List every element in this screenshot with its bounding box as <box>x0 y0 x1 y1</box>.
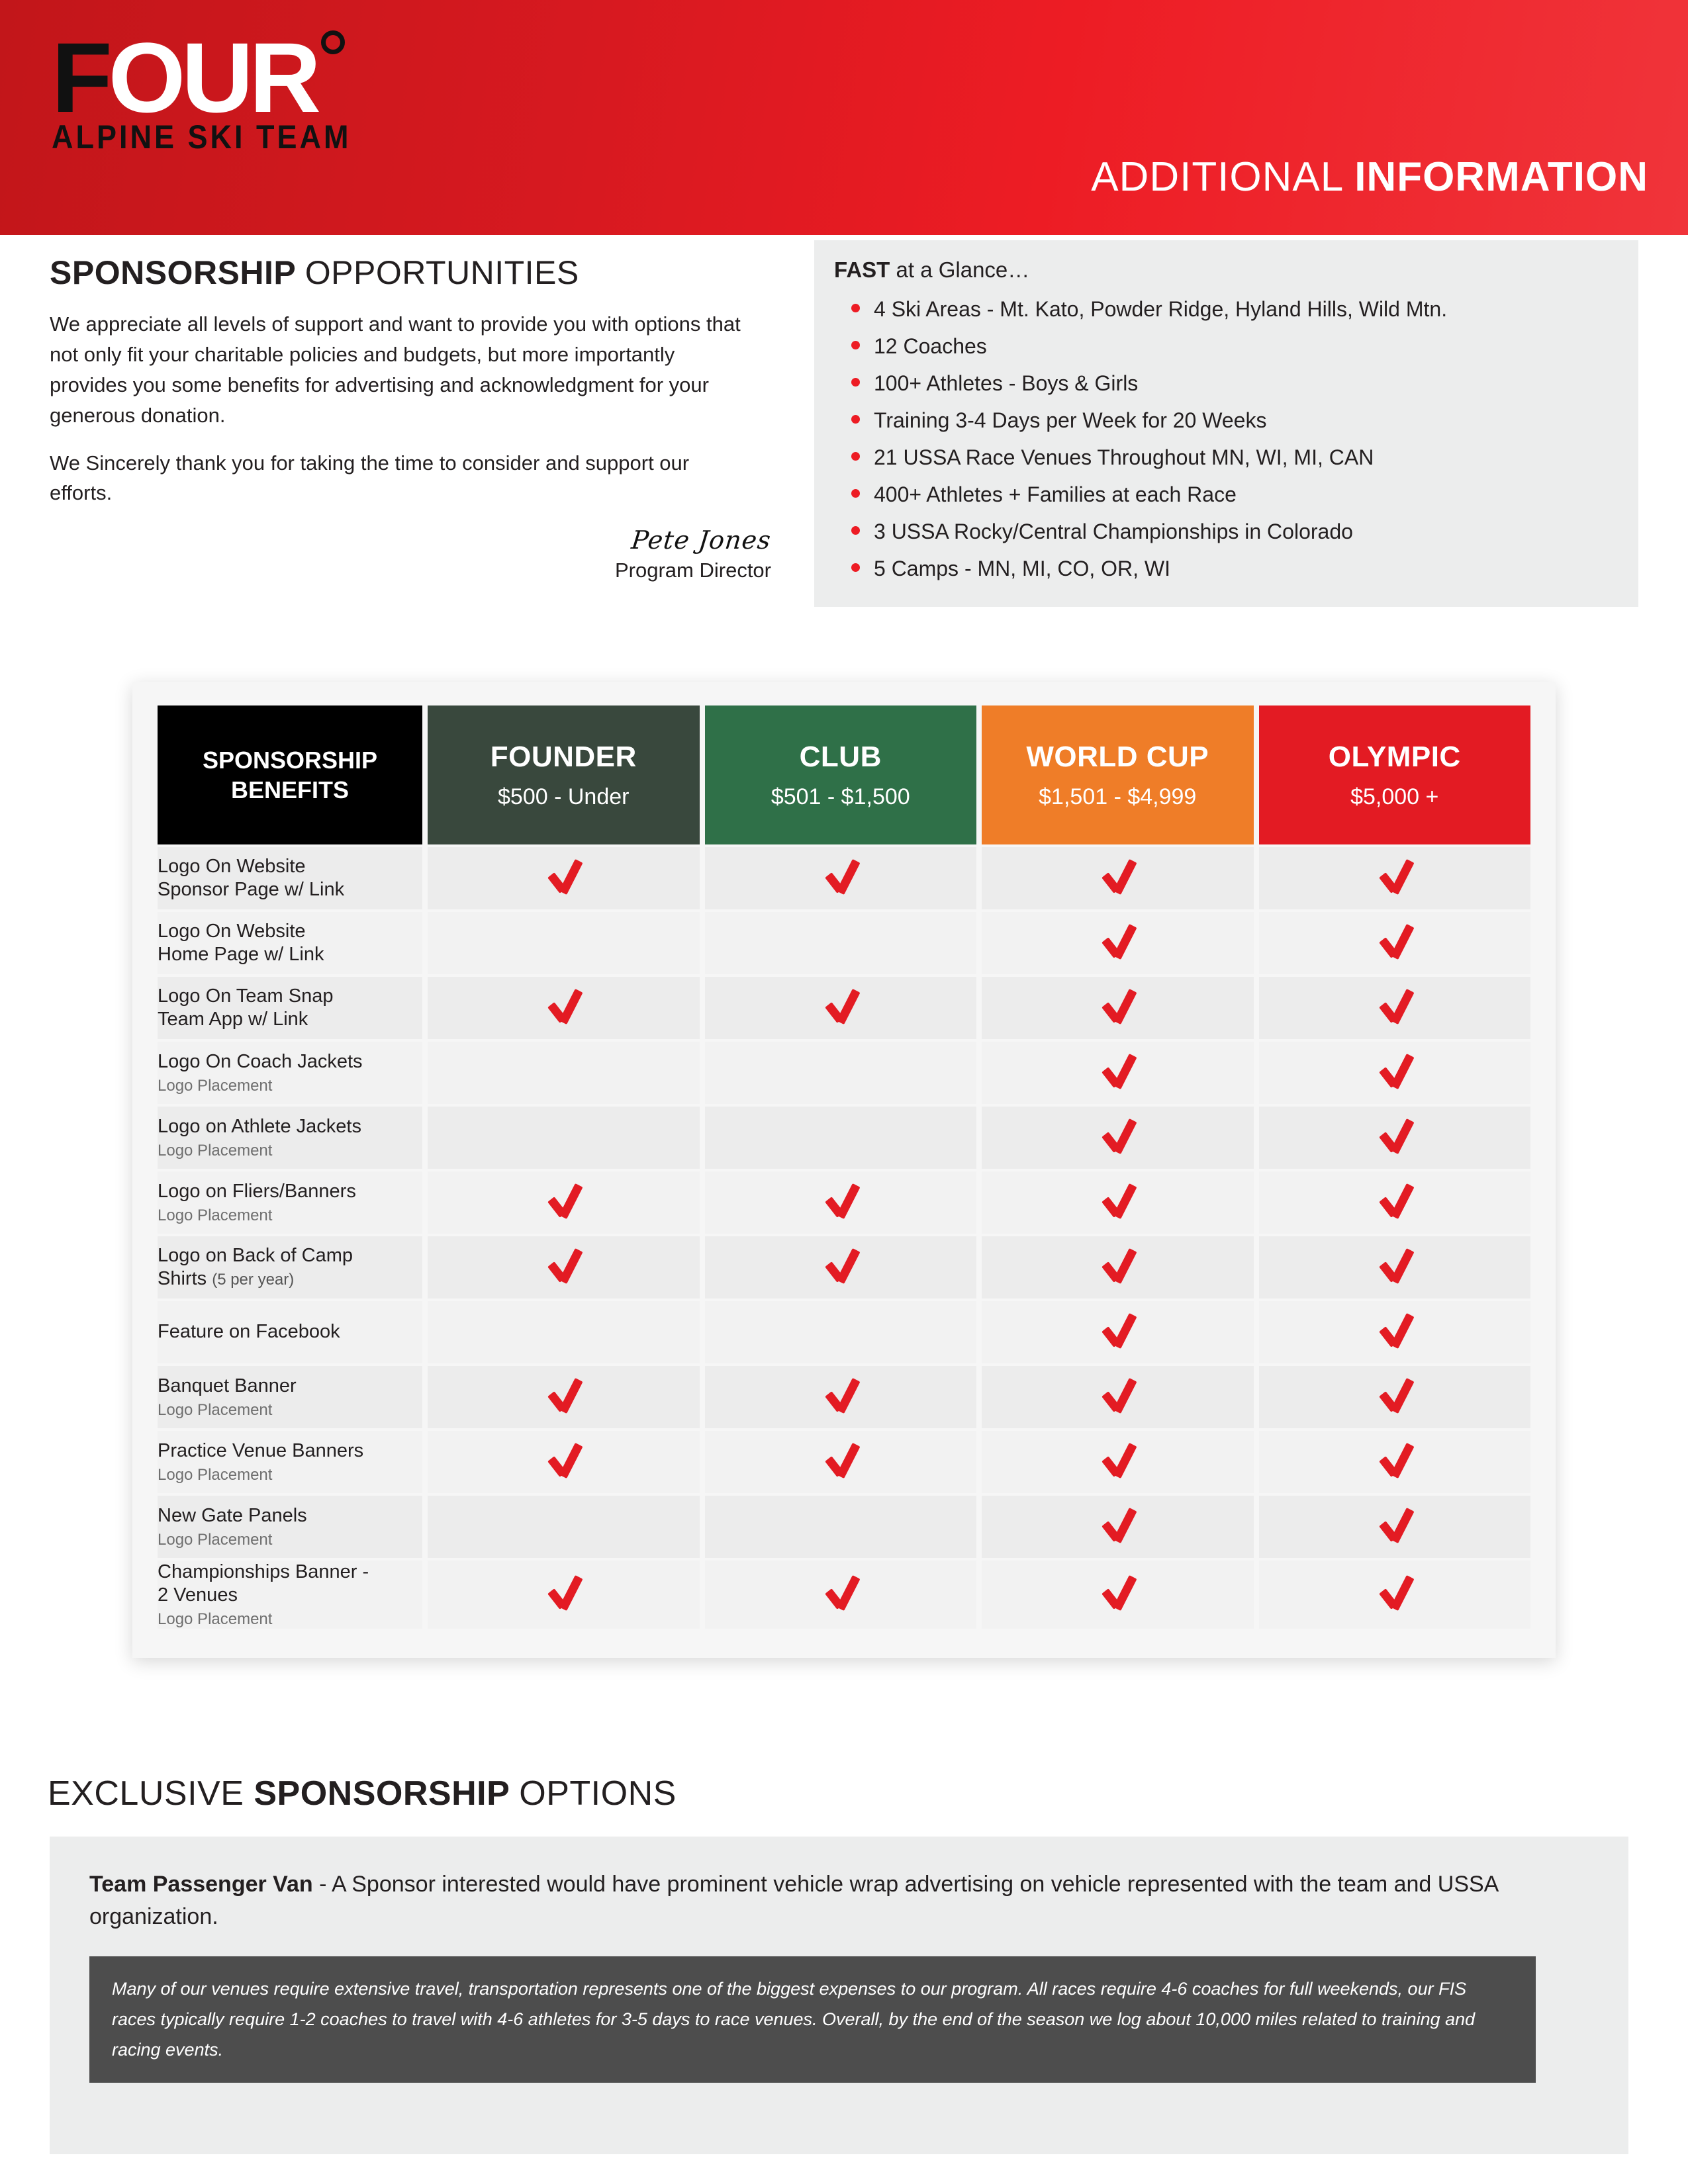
table-row <box>158 1171 1530 1234</box>
fast-title-bold: FAST <box>834 257 890 282</box>
check-mark-icon <box>545 1183 582 1220</box>
benefit-cell-olympic <box>1259 847 1531 909</box>
benefit-label-inline-sub: (5 per year) <box>212 1271 295 1289</box>
benefit-cell-olympic <box>1259 1301 1531 1363</box>
benefit-sublabel: Logo Placement <box>158 1076 273 1095</box>
exclusive-option-box <box>50 1837 1628 2154</box>
logo-letter-f: F <box>52 22 109 133</box>
table-body <box>158 847 1530 1629</box>
degree-circle-icon <box>321 30 345 54</box>
tier-name: CLUB <box>799 740 882 773</box>
logo-letters-our: OUR <box>108 22 317 133</box>
benefit-cell-world-cup <box>982 1431 1254 1493</box>
section-title-light: OPPORTUNITIES <box>305 254 579 291</box>
table-row <box>158 1561 1530 1629</box>
check-mark-icon <box>1099 1248 1136 1285</box>
tier-name: FOUNDER <box>490 740 637 773</box>
section-title-sponsorship <box>50 253 798 292</box>
section-title-bold: SPONSORSHIP <box>50 254 305 291</box>
list-item: 400+ Athletes + Families at each Race <box>834 476 1618 513</box>
check-mark-icon <box>822 1183 859 1220</box>
signature-role: Program Director <box>615 559 771 582</box>
check-mark-icon <box>1376 1574 1413 1612</box>
list-item: Training 3-4 Days per Week for 20 Weeks <box>834 402 1618 439</box>
benefit-label <box>158 1366 422 1428</box>
fast-title-rest: at a Glance… <box>890 257 1030 282</box>
benefit-label-line1: New Gate Panels <box>158 1505 307 1527</box>
benefit-cell-olympic <box>1259 977 1531 1039</box>
benefit-cell-world-cup <box>982 1236 1254 1298</box>
signature-name: Pete Jones <box>630 525 773 555</box>
list-item: 21 USSA Race Venues Throughout MN, WI, MI, CAN <box>834 439 1618 476</box>
check-mark-icon <box>1099 1507 1136 1544</box>
check-mark-icon <box>1376 1507 1413 1544</box>
check-mark-icon <box>1099 988 1136 1025</box>
benefit-cell-olympic <box>1259 1042 1531 1104</box>
benefit-sublabel: Logo Placement <box>158 1610 273 1628</box>
table-row <box>158 1431 1530 1493</box>
check-mark-icon <box>1376 1248 1413 1285</box>
check-mark-icon <box>545 1377 582 1414</box>
benefit-cell-olympic <box>1259 1496 1531 1558</box>
benefit-label <box>158 1107 422 1169</box>
excl-title-light1: EXCLUSIVE <box>48 1774 254 1813</box>
benefit-cell-world-cup <box>982 1301 1254 1363</box>
benefit-label <box>158 1496 422 1558</box>
fast-facts-list <box>834 291 1618 587</box>
benefit-label-line2: Team App w/ Link <box>158 1009 308 1030</box>
check-mark-icon <box>545 988 582 1025</box>
benefit-label-line1: Logo On Team Snap <box>158 985 334 1007</box>
benefit-cell-world-cup <box>982 847 1254 909</box>
fast-at-a-glance-box <box>814 240 1638 607</box>
benefit-label-line1: Feature on Facebook <box>158 1321 340 1343</box>
benefit-cell-olympic <box>1259 1431 1531 1493</box>
benefit-label-line2: Sponsor Page w/ Link <box>158 879 345 900</box>
sponsorship-opportunities <box>50 253 798 582</box>
tier-price: $1,501 - $4,999 <box>1039 784 1197 809</box>
benefit-cell-world-cup <box>982 1042 1254 1104</box>
table-row <box>158 977 1530 1039</box>
benefit-cell-world-cup <box>982 977 1254 1039</box>
page-header <box>0 0 1688 235</box>
benefit-sublabel: Logo Placement <box>158 1465 273 1484</box>
benefit-cell-world-cup <box>982 1171 1254 1234</box>
list-item: 5 Camps - MN, MI, CO, OR, WI <box>834 550 1618 587</box>
benefit-cell-club <box>705 1496 977 1558</box>
benefit-cell-club <box>705 977 977 1039</box>
benefit-label-line1: Logo On Coach Jackets <box>158 1051 363 1073</box>
benefit-cell-olympic <box>1259 1236 1531 1298</box>
check-mark-icon <box>1376 1118 1413 1155</box>
list-item: 100+ Athletes - Boys & Girls <box>834 365 1618 402</box>
excl-title-bold: SPONSORSHIP <box>254 1774 520 1813</box>
benefit-cell-world-cup <box>982 1496 1254 1558</box>
benefit-cell-olympic <box>1259 1366 1531 1428</box>
check-mark-icon <box>822 1574 859 1612</box>
page-title-bold: INFORMATION <box>1354 154 1648 200</box>
table-row <box>158 1301 1530 1363</box>
benefit-label-line2: Home Page w/ Link <box>158 944 324 965</box>
check-mark-icon <box>822 858 859 895</box>
benefit-cell-world-cup <box>982 912 1254 974</box>
logo-subtitle: ALPINE SKI TEAM <box>52 118 352 156</box>
sponsorship-benefits-table <box>132 682 1556 1658</box>
benefit-label <box>158 847 422 909</box>
benefit-label-line1: Banquet Banner <box>158 1375 297 1397</box>
check-mark-icon <box>1376 923 1413 960</box>
logo-wordmark <box>52 22 317 133</box>
check-mark-icon <box>1099 1118 1136 1155</box>
list-item: 3 USSA Rocky/Central Championships in Colorado <box>834 513 1618 550</box>
benefit-label <box>158 1236 422 1298</box>
check-mark-icon <box>822 1248 859 1285</box>
benefit-cell-club <box>705 1236 977 1298</box>
check-mark-icon <box>1099 1053 1136 1090</box>
benefit-cell-world-cup <box>982 1107 1254 1169</box>
benefit-cell-world-cup <box>982 1366 1254 1428</box>
benefit-cell-club <box>705 1366 977 1428</box>
benefit-cell-founder <box>428 1431 700 1493</box>
check-mark-icon <box>1376 988 1413 1025</box>
check-mark-icon <box>1099 1312 1136 1349</box>
tier-price: $501 - $1,500 <box>771 784 910 809</box>
intro-section <box>0 235 1688 645</box>
page-title-light: ADDITIONAL <box>1091 154 1355 200</box>
check-mark-icon <box>1376 1442 1413 1479</box>
exclusive-option-heading <box>89 1868 1589 1934</box>
tier-header-world-cup <box>982 705 1254 844</box>
benefit-cell-olympic <box>1259 1107 1531 1169</box>
benefit-label-line1: Championships Banner - <box>158 1561 369 1582</box>
benefit-cell-olympic <box>1259 1561 1531 1629</box>
tier-price: $500 - Under <box>498 784 630 809</box>
exclusive-section-title <box>48 1774 677 1813</box>
tier-name: OLYMPIC <box>1328 740 1461 773</box>
benefit-cell-club <box>705 1561 977 1629</box>
benefit-cell-founder <box>428 1366 700 1428</box>
benefit-sublabel: Logo Placement <box>158 1141 273 1160</box>
benefit-label-line1: Logo on Fliers/Banners <box>158 1181 356 1203</box>
benefits-header-line1: SPONSORSHIP <box>202 747 378 774</box>
table-row <box>158 1496 1530 1558</box>
benefit-label <box>158 977 422 1039</box>
benefit-cell-club <box>705 1042 977 1104</box>
check-mark-icon <box>1376 1183 1413 1220</box>
check-mark-icon <box>545 1248 582 1285</box>
benefit-sublabel: Logo Placement <box>158 1206 273 1224</box>
benefit-cell-olympic <box>1259 1171 1531 1234</box>
benefit-cell-club <box>705 912 977 974</box>
check-mark-icon <box>822 1377 859 1414</box>
benefit-label-line1: Logo On Website <box>158 920 306 942</box>
check-mark-icon <box>545 858 582 895</box>
list-item: 4 Ski Areas - Mt. Kato, Powder Ridge, Hyland Hills, Wild Mtn. <box>834 291 1618 328</box>
benefit-label-line1: Practice Venue Banners <box>158 1440 364 1462</box>
benefit-cell-founder <box>428 1107 700 1169</box>
benefit-cell-club <box>705 1301 977 1363</box>
exclusive-option-title: Team Passenger Van <box>89 1872 313 1897</box>
check-mark-icon <box>1376 1377 1413 1414</box>
table-row <box>158 1236 1530 1298</box>
table-head <box>158 705 1530 844</box>
check-mark-icon <box>1099 1377 1136 1414</box>
benefits-column-header <box>158 705 422 844</box>
signature-block <box>50 525 771 582</box>
benefit-cell-founder <box>428 912 700 974</box>
benefit-label-line1: Logo On Website <box>158 855 306 877</box>
table-row <box>158 1366 1530 1428</box>
benefit-cell-founder <box>428 1042 700 1104</box>
benefit-cell-club <box>705 1171 977 1234</box>
benefit-label <box>158 1561 422 1629</box>
benefit-cell-founder <box>428 1496 700 1558</box>
benefit-label <box>158 1171 422 1234</box>
benefit-label-line2: 2 Venues <box>158 1584 238 1606</box>
intro-paragraph-2: We Sincerely thank you for taking the time to consider and support our efforts. <box>50 451 690 505</box>
excl-title-light2: OPTIONS <box>519 1774 677 1813</box>
benefit-cell-founder <box>428 1301 700 1363</box>
check-mark-icon <box>1099 1442 1136 1479</box>
tier-header-founder <box>428 705 700 844</box>
check-mark-icon <box>1376 858 1413 895</box>
check-mark-icon <box>1376 1053 1413 1090</box>
table-row <box>158 912 1530 974</box>
table-row <box>158 1107 1530 1169</box>
check-mark-icon <box>1099 1574 1136 1612</box>
check-mark-icon <box>1099 923 1136 960</box>
fast-title <box>834 257 1618 283</box>
benefit-cell-founder <box>428 847 700 909</box>
benefit-label <box>158 1431 422 1493</box>
page-title <box>1091 154 1648 201</box>
benefit-label-line1: Logo on Athlete Jackets <box>158 1116 361 1138</box>
benefit-label <box>158 912 422 974</box>
benefit-label <box>158 1301 422 1363</box>
check-mark-icon <box>545 1574 582 1612</box>
table-row <box>158 1042 1530 1104</box>
benefit-cell-world-cup <box>982 1561 1254 1629</box>
benefits-header-line2: BENEFITS <box>230 776 349 803</box>
benefit-label-line2: Shirts <box>158 1268 207 1289</box>
benefit-sublabel: Logo Placement <box>158 1400 273 1419</box>
check-mark-icon <box>1376 1312 1413 1349</box>
benefit-cell-club <box>705 1431 977 1493</box>
benefit-cell-founder <box>428 1171 700 1234</box>
tier-header-club <box>705 705 977 844</box>
benefit-cell-club <box>705 847 977 909</box>
check-mark-icon <box>1099 858 1136 895</box>
benefit-label-line1: Logo on Back of Camp <box>158 1244 353 1266</box>
tier-name: WORLD CUP <box>1026 740 1209 773</box>
benefit-cell-olympic <box>1259 912 1531 974</box>
table-header-row <box>158 705 1530 844</box>
benefit-cell-founder <box>428 1236 700 1298</box>
tier-header-olympic <box>1259 705 1531 844</box>
tier-price: $5,000 + <box>1350 784 1439 809</box>
list-item: 12 Coaches <box>834 328 1618 365</box>
benefits-grid <box>152 703 1536 1631</box>
team-logo <box>52 22 422 206</box>
benefit-sublabel: Logo Placement <box>158 1530 273 1549</box>
check-mark-icon <box>545 1442 582 1479</box>
benefit-label <box>158 1042 422 1104</box>
exclusive-option-description: - A Sponsor interested would have prominent vehicle wrap advertising on vehicle represented with the team and USSA organization. <box>89 1872 1498 1930</box>
benefit-cell-founder <box>428 1561 700 1629</box>
benefit-cell-founder <box>428 977 700 1039</box>
check-mark-icon <box>822 1442 859 1479</box>
table-row <box>158 847 1530 909</box>
exclusive-option-note: Many of our venues require extensive travel, transportation represents one of the biggest expenses to our program. All races require 4-6 coaches for full weekends, our FIS races typically require 1-2 coaches to travel with 4-6 athletes for 3-5 days to race venues. Overall, by the end of the season we log about 10,000 miles related to training and racing events. <box>89 1956 1536 2083</box>
check-mark-icon <box>1099 1183 1136 1220</box>
benefit-cell-club <box>705 1107 977 1169</box>
check-mark-icon <box>822 988 859 1025</box>
intro-paragraph-1: We appreciate all levels of support and want to provide you with options that not only fit your charitable policies and budgets, but more importantly provides you some benefits for advertising and acknowledgment for your generous donation. <box>50 312 741 427</box>
